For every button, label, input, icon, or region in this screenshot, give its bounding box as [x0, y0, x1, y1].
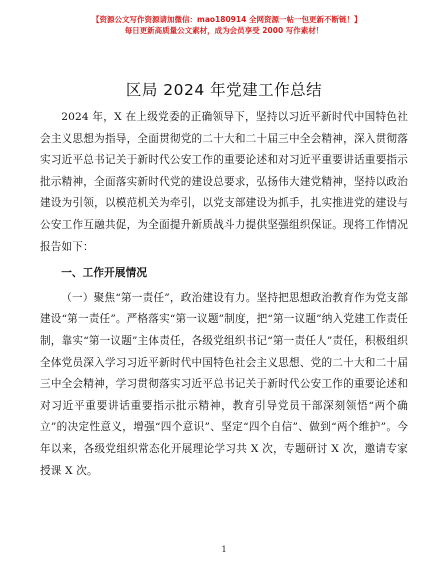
page-number: 1 [221, 545, 227, 554]
section-heading: 一、工作开展情况 [61, 267, 148, 280]
document-title: 区局 2024 年党建工作总结 [125, 81, 323, 99]
promo-banner [92, 14, 362, 36]
subsection-paragraph: （一）聚焦“第一责任”，政治建设有力。坚持把思想政治教育作为党支部建设“第一责任”。严格落实“第一议题”制度，把“第一议题”纳入党建工作责任制，靠实“第一议题”主体责任，各级党组织书记“第一责任人”责任，积极组织全体党员深入学习习近平新时代中国特色社会主义思想、党的二十大和二十届三中全会精神，学习贯彻落实习近平总书记关于新时代公安工作的重要论述和对习近平重要讲话重要指示批示精神，教育引导党员干部深刻领悟“两个确立”的决定性意义，增强“四个意识”、坚定“四个自信”、做到“两个维护”。今年以来，各级党组织常态化开展理论学习共 X 次，专题研讨 X 次，邀请专家授课 X 次。 [40, 291, 408, 477]
promo-line-2: 每日更新高质量公文素材，成为会员享受 2000 写作素材！ [124, 26, 324, 35]
intro-paragraph: 2024 年，X 在上级党委的正确领导下，坚持以习近平新时代中国特色社会主义思想为指导，全面贯彻党的二十大和二十届三中全会精神，深入贯彻落实习近平总书记关于新时代公安工作的重要论述和对习近平重要讲话重要指示批示精神，全面落实新时代党的建设总要求，弘扬伟大建党精神，坚持以政治建设为引领，以模范机关为牵引，以党支部建设为抓手，扎实推进党的建设与公安工作互融共促，为全面提升新质战斗力提供坚强组织保证。现将工作情况报告如下： [40, 111, 408, 253]
document-body [40, 107, 408, 482]
promo-line-1: 【资源公文写作资源请加微信：mao180914 全网资源一帖一包更新不断链！】 [92, 15, 362, 24]
